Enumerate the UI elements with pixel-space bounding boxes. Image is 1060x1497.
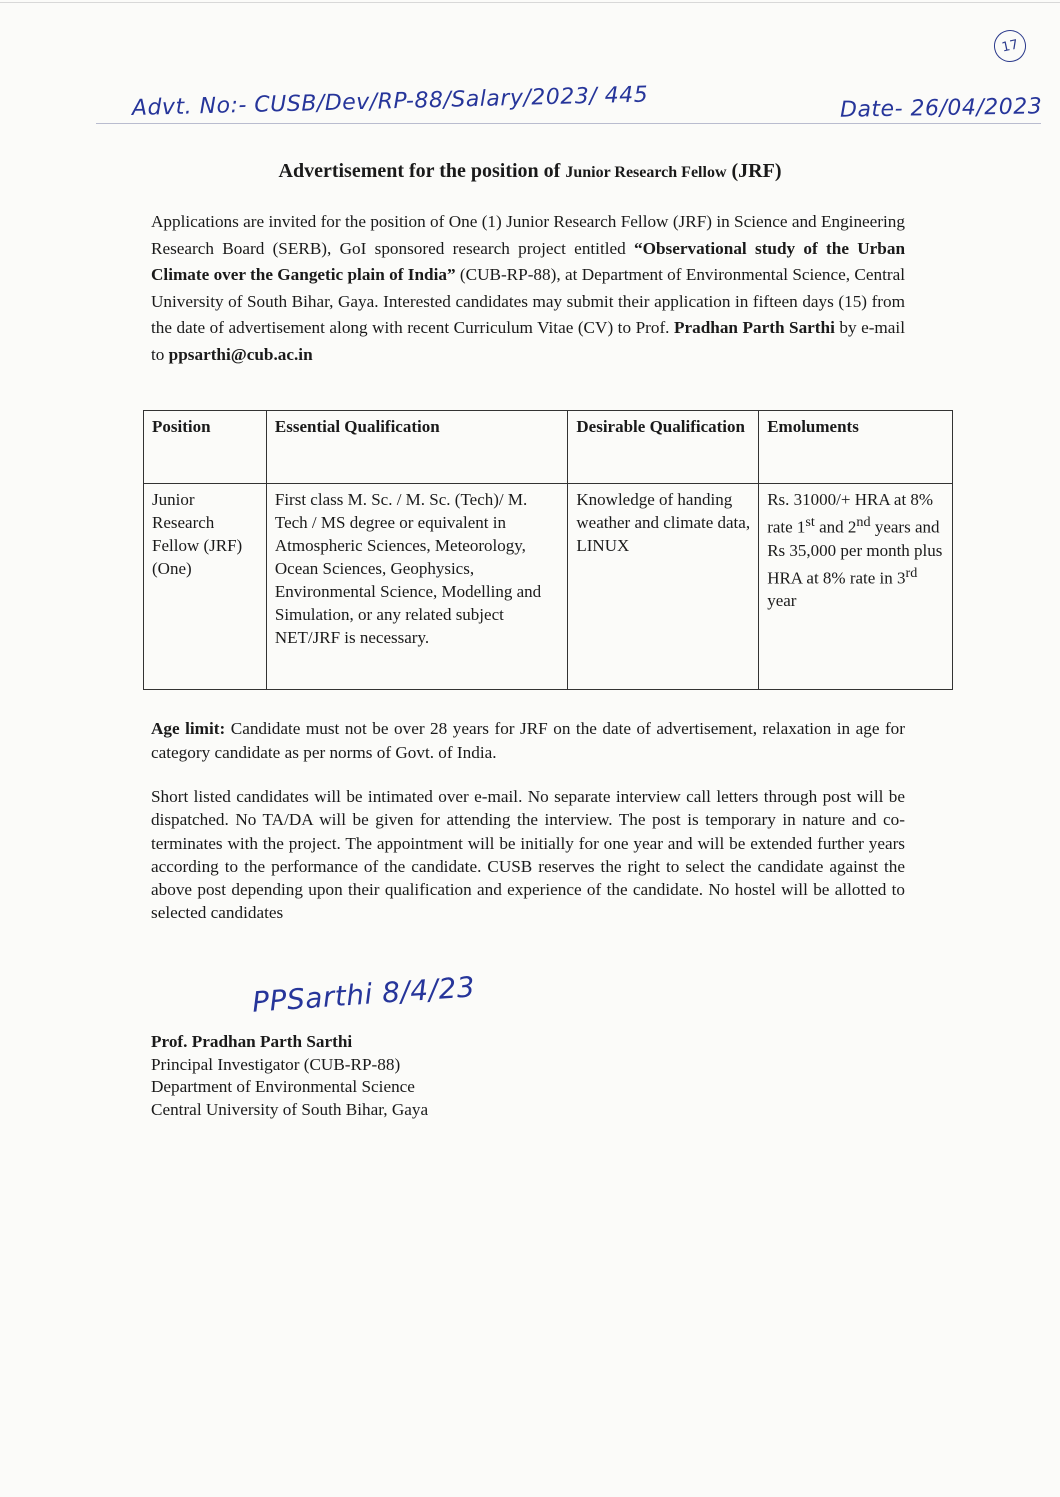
top-edge-rule [0,2,1060,3]
signatory-block [151,1031,428,1121]
emoluments-text-a: Rs. 31000/+ HRA at 8% rate 1 [767,490,934,537]
age-limit-label: Age limit: [151,719,226,738]
header-position: Position [144,411,267,484]
intro-text-3: by e-mail to [151,318,905,364]
cell-desirable-qualification: Knowledge of handing weather and climate data, LINUX [568,484,759,690]
intro-text-1: Applications are invited for the position of One (1) Junior Research Fellow (JRF) in Science and Engineering Research Board (SERB), GoI sponsored research project entitled [151,212,905,258]
signatory-role: Principal Investigator (CUB-RP-88) [151,1054,401,1074]
title-part-3: (JRF) [731,160,782,182]
advertisement-number-underline [96,123,1041,124]
cell-position: Junior Research Fellow (JRF) (One) [144,484,267,690]
header-emoluments: Emoluments [759,411,953,484]
advertisement-date: Date- 26/04/2023 [839,94,1043,123]
header-essential-qualification: Essential Qualification [266,411,568,484]
advertisement-number: Advt. No:- CUSB/Dev/RP-88/Salary/2023/ 445 [131,82,649,121]
contact-email: ppsarthi@cub.ac.in [168,344,313,364]
table-header-row [144,411,953,484]
shortlisting-paragraph: Short listed candidates will be intimated over e-mail. No separate interview call letters through post will be dispatched. No TA/DA will be given for attending the interview. The post is temporary in nature and co-terminates with the project. The appointment will be initially for one year and will be extended further years according to the performance of the candidate. CUSB reserves the right to select the candidate against the above post depending upon their qualification and experience of the candidate. No hostel will be allotted to selected candidates [151,787,905,923]
emoluments-sup-1: st [805,514,815,530]
intro-paragraph [151,209,905,368]
page-number-mark: 17 [991,27,1029,65]
age-limit-text: Candidate must not be over 28 years for JRF on the date of advertisement, relaxation in age for category candidate as per norms of Govt. of India. [151,719,906,762]
signatory-department: Department of Environmental Science [151,1077,415,1096]
emoluments-sup-3: rd [905,564,918,581]
qualification-table [143,410,953,690]
emoluments-text-b: and 2 [814,517,857,537]
title-part-2: Junior Research Fellow [565,164,727,181]
header-desirable-qualification: Desirable Qualification [568,411,759,484]
intro-text-2: (CUB-RP-88), at Department of Environmental Science, Central University of South Bihar, Gaya. Interested candidates may submit their application in fifteen days (15) from the date of advertisement along with recent Curriculum Vitae (CV) to Prof. [151,265,905,337]
signatory-university: Central University of South Bihar, Gaya [151,1099,429,1119]
signatory-name: Prof. Pradhan Parth Sarthi [151,1032,353,1051]
age-limit-paragraph [151,717,905,765]
title-part-1: Advertisement for the position of [278,160,561,182]
document-title [0,160,1060,183]
emoluments-text-d: year [767,591,797,611]
handwritten-signature: PPSarthi 8/4/23 [251,970,477,1019]
cell-emoluments [759,484,953,690]
emoluments-sup-2: nd [856,514,871,530]
table-row [144,484,953,690]
professor-name: Pradhan Parth Sarthi [673,318,835,337]
emoluments-text-c: years and Rs 35,000 per month plus HRA at 8% rate in 3 [767,517,943,588]
project-title: “Observational study of the Urban Climate over the Gangetic plain of India” [151,238,905,284]
cell-essential-qualification: First class M. Sc. / M. Sc. (Tech)/ M. Tech / MS degree or equivalent in Atmospheric Sciences, Meteorology, Ocean Sciences, Geophysics, Environmental Science, Modelling and Simulation, or any related subject NET/JRF is necessary. [266,484,568,690]
